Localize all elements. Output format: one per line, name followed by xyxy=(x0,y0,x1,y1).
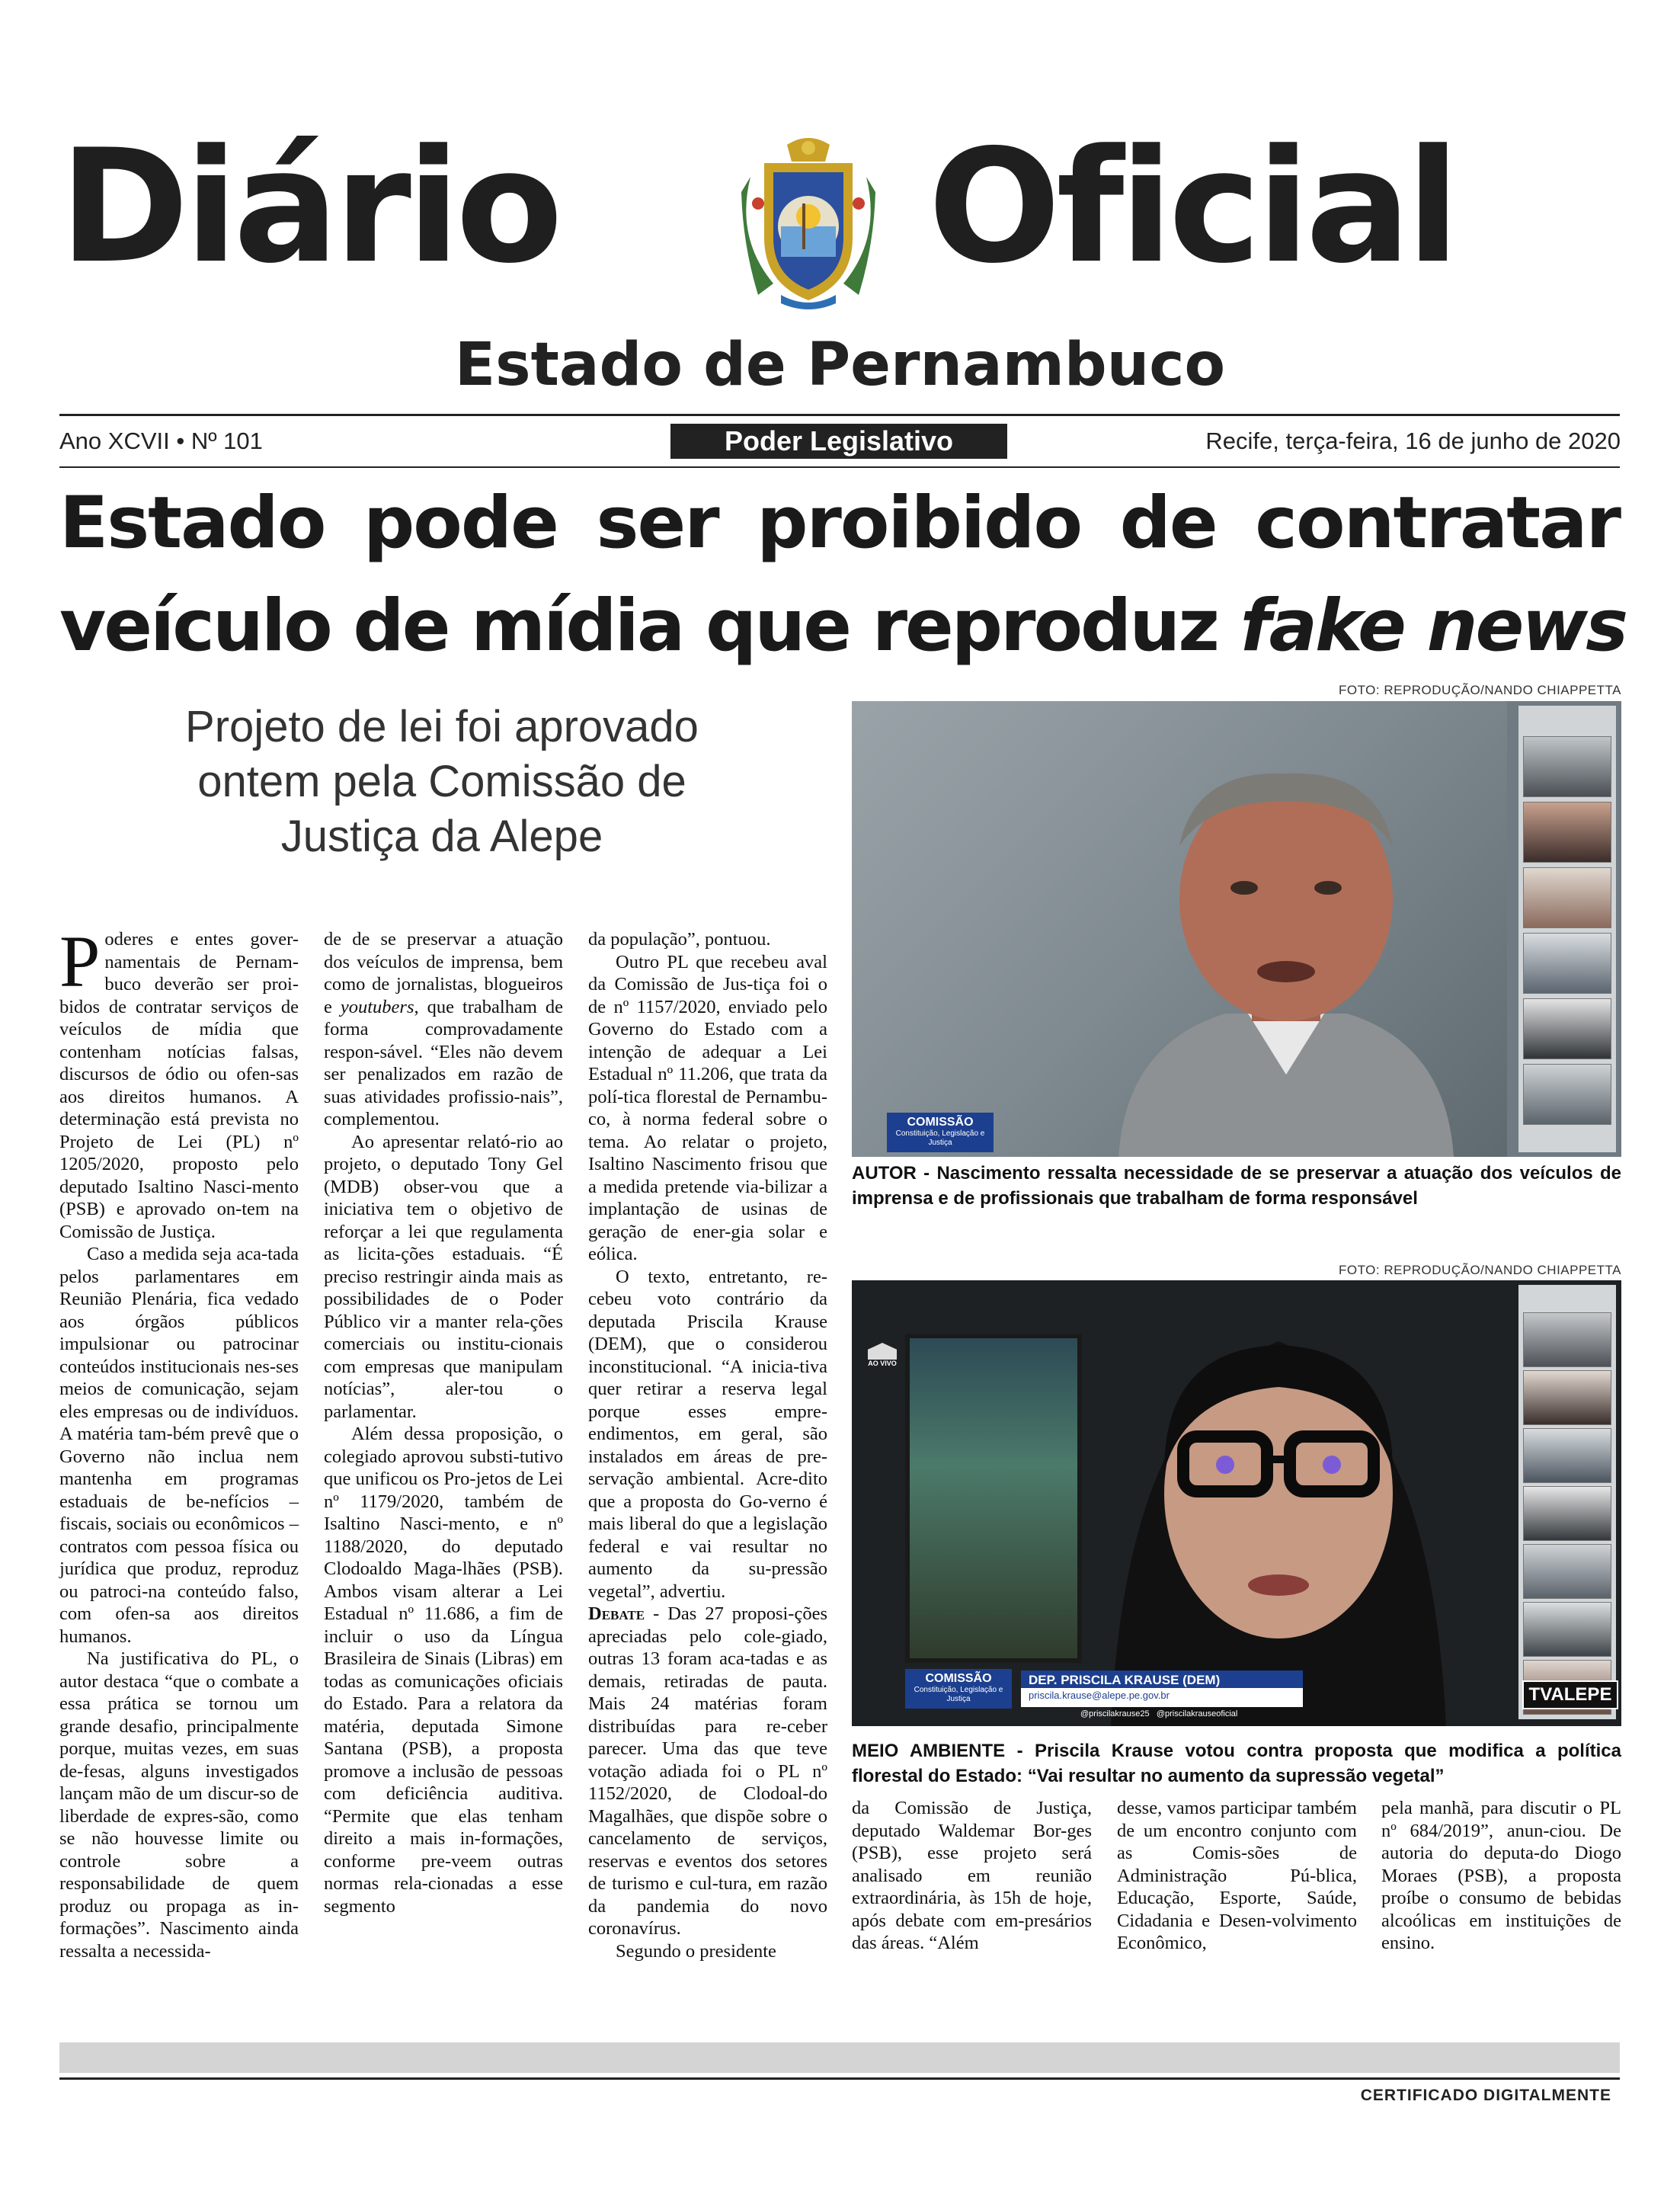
kicker: Debate xyxy=(588,1603,645,1624)
participant-tile xyxy=(1523,1370,1611,1425)
live-badge xyxy=(859,1343,905,1373)
column-5 xyxy=(1117,1797,1357,1955)
headline-word: de xyxy=(1119,482,1217,565)
dateline: Recife, terça-feira, 16 de junho de 2020 xyxy=(1205,428,1621,454)
building-icon xyxy=(868,1343,897,1360)
live-label: AO VIVO xyxy=(868,1360,897,1367)
headline-word: ser xyxy=(596,482,718,565)
youtubers-term: youtubers xyxy=(340,996,414,1017)
top-rule xyxy=(59,414,1620,416)
masthead-title-left: Diário xyxy=(59,117,558,298)
paragraph: Outro PL que recebeu aval da Comissão de Jus-tiça foi o de nº 1157/2020, enviado pelo Governo do Estado com a intenção de adequar a Lei Estadual nº 11.206, que trata da polí-tica florestal de Pernambu-co, à norma federal sobre o tema. Ao relatar o projeto, Isaltino Nascimento frisou que a medida pretende via-bilizar a implantação de usinas de geração de ener-gia solar e eólica. xyxy=(588,951,827,1264)
participant-tile xyxy=(1523,1428,1611,1483)
participant-strip xyxy=(1518,706,1616,1152)
column-6 xyxy=(1381,1797,1621,1955)
participant-tile xyxy=(1523,867,1611,928)
photo-priscila-krause xyxy=(852,1280,1621,1726)
paragraph: Segundo o presidente xyxy=(616,1940,776,1962)
speaker-figure xyxy=(1103,754,1469,1157)
name-bar-email: priscila.krause@alepe.pe.gov.br xyxy=(1029,1690,1170,1701)
footer-bar xyxy=(59,2042,1620,2073)
photo-nascimento xyxy=(852,701,1621,1157)
participant-tile xyxy=(1523,736,1611,797)
commission-badge xyxy=(887,1113,994,1152)
paragraph: O texto, entretanto, re-cebeu voto contrário da deputada Priscila Krause (DEM), que o considerou inconstitucional. “A inicia-tiva quer retirar a reserva legal porque esses empre-endimentos, em geral, são instalados em áreas de pre-servação ambiental. Acre-dito que a proposta do Go-verno é mais liberal do que a legislação federal e vai resultar no aumento da su-pressão vegetal”, advertiu. xyxy=(588,1266,827,1602)
paragraph-text: de de se preservar a atuação dos veículos de imprensa, bem como de jornalistas, blogueiros e xyxy=(324,929,563,1017)
commission-badge-title: COMISSÃO xyxy=(925,1672,992,1685)
participant-tile xyxy=(1523,1544,1611,1599)
column-4 xyxy=(852,1797,1092,1955)
paragraph: da Comissão de Justiça, deputado Waldemar Bor-ges (PSB), esse projeto será analisado em reunião extraordinária, às 15h de hoje, após debate com em-presários das áreas. “Além xyxy=(852,1798,1092,1953)
column-3 xyxy=(588,928,827,1962)
masthead-title-right: Oficial xyxy=(928,117,1456,298)
social-handles: @priscilakrause25 @priscilakrauseoficial xyxy=(1080,1709,1238,1719)
article-deck: Projeto de lei foi aprovado ontem pela Comissão de Justiça da Alepe xyxy=(185,702,699,861)
painting xyxy=(905,1334,1082,1663)
paragraph: Na justificativa do PL, o autor destaca “que o combate a essa prática se tornou um grande desafio, principalmente porque, muitas vezes, em suas de-fesas, alguns investigados lançam mão de um discur-so de liberdade de expres-são, como se não houvesse limite ou controle sobre a responsabilidade de quem produz ou propaga as in-formações”. Nascimento ainda ressalta a necessida- xyxy=(59,1648,299,1962)
headline-line-2-text: veículo de mídia que reproduz xyxy=(59,585,1218,668)
photo-caption-1: AUTOR - Nascimento ressalta necessidade de se preservar a atuação dos veículos de imprensa e de profissionais que trabalham de forma responsável xyxy=(852,1163,1621,1209)
headline-line-2 xyxy=(59,585,1627,668)
participant-tile xyxy=(1523,933,1611,994)
column-1 xyxy=(59,921,299,1962)
participant-tile xyxy=(1523,1486,1611,1541)
column-2 xyxy=(324,928,563,1917)
headline-word: contratar xyxy=(1255,482,1620,565)
headline-word: Estado xyxy=(59,482,325,565)
commission-badge-title: COMISSÃO xyxy=(907,1116,974,1129)
participant-tile xyxy=(1523,1064,1611,1125)
headline-word: pode xyxy=(363,482,558,565)
certification-label: CERTIFICADO DIGITALMENTE xyxy=(1360,2087,1611,2104)
headline-line-1 xyxy=(59,482,1620,565)
participant-tile xyxy=(1523,998,1611,1059)
participant-tile xyxy=(1523,1602,1611,1657)
commission-badge-sub: Constituição, Legislação e Justiça xyxy=(895,1129,985,1147)
paragraph: pela manhã, para discutir o PL nº 684/2019”, anun-ciou. De autoria do deputa-do Diogo Moraes (PSB), a proposta proíbe o consumo de bebidas alcoólicas em instituições de ensino. xyxy=(1381,1798,1621,1953)
name-bar-title: DEP. PRISCILA KRAUSE (DEM) xyxy=(1021,1670,1303,1688)
paragraph: Caso a medida seja aca-tada pelos parlamentares em Reunião Plenária, fica vedado aos órgãos públicos impulsionar ou patrocinar conteúdos institucionais nes-ses meios de comunicação, sejam eles empresas ou de indivíduos. A matéria tam-bém prevê que o Governo não inclua nem mantenha em programas estaduais de be-nefícios – fiscais, sociais ou econômicos – contratos com pessoa física ou jurídica que produz, reproduz ou patroci-na conteúdo falso, com ofen-sa aos direitos humanos. xyxy=(59,1244,299,1647)
footer-rule xyxy=(59,2077,1620,2080)
photo-caption-2: MEIO AMBIENTE - Priscila Krause votou contra proposta que modifica a política florestal do Estado: “Vai resultar no aumento da supressão vegetal” xyxy=(852,1741,1621,1786)
paragraph xyxy=(324,928,563,1131)
photo-credit-1: FOTO: REPRODUÇÃO/NANDO CHIAPPETTA xyxy=(1338,683,1621,697)
paragraph: Ao apresentar relató-rio ao projeto, o deputado Tony Gel (MDB) obser-vou que a iniciativa tem o objetivo de reforçar a lei que regulamenta as licita-ções estaduais. “É preciso restringir ainda mais as possibilidades de o Poder Público vir a manter rela-ções comerciais ou institu-cionais com empresas que manipulam notícias”, aler-tou o parlamentar. xyxy=(324,1131,563,1422)
paragraph: Além dessa proposição, o colegiado aprovou substi-tutivo que unificou os Pro-jetos de Lei nº 1179/2020, também de Isaltino Nasci-mento, e nº 1188/2020, do deputado Clodoaldo Maga-lhães (PSB). Ambos visam alterar a Lei Estadual nº 11.686, a fim de incluir o uso da Língua Brasileira de Sinais (Libras) em todas as comunicações oficiais do Estado. Para a relatora da matéria, deputada Simone Santana (PSB), a proposta promove a inclusão de pessoas com deficiência auditiva. “Permite que elas tenham direito a mais in-formações, conforme pre-veem outras normas rela-cionadas a esse segmento xyxy=(324,1424,563,1917)
section-tag: Poder Legislativo xyxy=(670,424,1007,459)
photo-credit-2: FOTO: REPRODUÇÃO/NANDO CHIAPPETTA xyxy=(1338,1263,1621,1277)
masthead-subtitle: Estado de Pernambuco xyxy=(454,331,1226,399)
headline-word: proibido xyxy=(757,482,1082,565)
name-bar xyxy=(1021,1670,1303,1707)
paragraph-text: , que trabalham de forma comprovadamente respon-sável. “Eles não devem ser penalizados em razão de suas atividades profissio-nais”, complementou. xyxy=(324,996,564,1129)
participant-tile xyxy=(1523,1312,1611,1367)
participant-strip xyxy=(1518,1285,1616,1719)
bottom-rule xyxy=(59,466,1620,468)
dropcap: P xyxy=(59,921,101,1002)
paragraph-text: oderes e entes gover-namentais de Pernam-buco deverão ser proi-bidos de contratar serviços de veículos de mídia que contenham notícias falsas, discursos de ódio ou ofen-sas aos direitos humanos. A determinação está prevista no Projeto de Lei (PL) nº 1205/2020, proposto pelo deputado Isaltino Nasci-mento (PSB) e aprovado on-tem na Comissão de Justiça. xyxy=(59,929,299,1242)
commission-badge xyxy=(905,1669,1012,1709)
speaker-figure xyxy=(1080,1296,1477,1726)
commission-badge-sub: Constituição, Legislação e Justiça xyxy=(914,1686,1003,1703)
paragraph xyxy=(59,921,299,1243)
coat-of-arms-icon xyxy=(728,131,889,312)
paragraph xyxy=(588,1603,827,1940)
channel-logo: TVALEPE xyxy=(1522,1680,1618,1709)
paragraph: desse, vamos participar também de um encontro conjunto com as Comis-sões de Administração Pú-blica, Educação, Esporte, Saúde, Cidadania e Desen-volvimento Econômico, xyxy=(1117,1798,1357,1953)
participant-tile xyxy=(1523,802,1611,863)
paragraph-text: - Das 27 proposi-ções apreciadas pelo cole-giado, outras 13 foram aca-tadas e as demais, retiradas de pauta. Mais 24 matérias foram distribuídas para re-ceber parecer. Uma das que teve votação adiada foi o PL nº 1152/2020, de Clodoal-do Magalhães, que dispõe sobre o cancelamento de serviços, reservas e eventos dos setores de turismo e cul-tura, em razão da pandemia do novo coronavírus. xyxy=(588,1603,827,1939)
headline-fake-news: fake news xyxy=(1240,585,1627,668)
edition-number: Ano XCVII • Nº 101 xyxy=(59,428,263,454)
paragraph: da população”, pontuou. xyxy=(588,929,771,950)
